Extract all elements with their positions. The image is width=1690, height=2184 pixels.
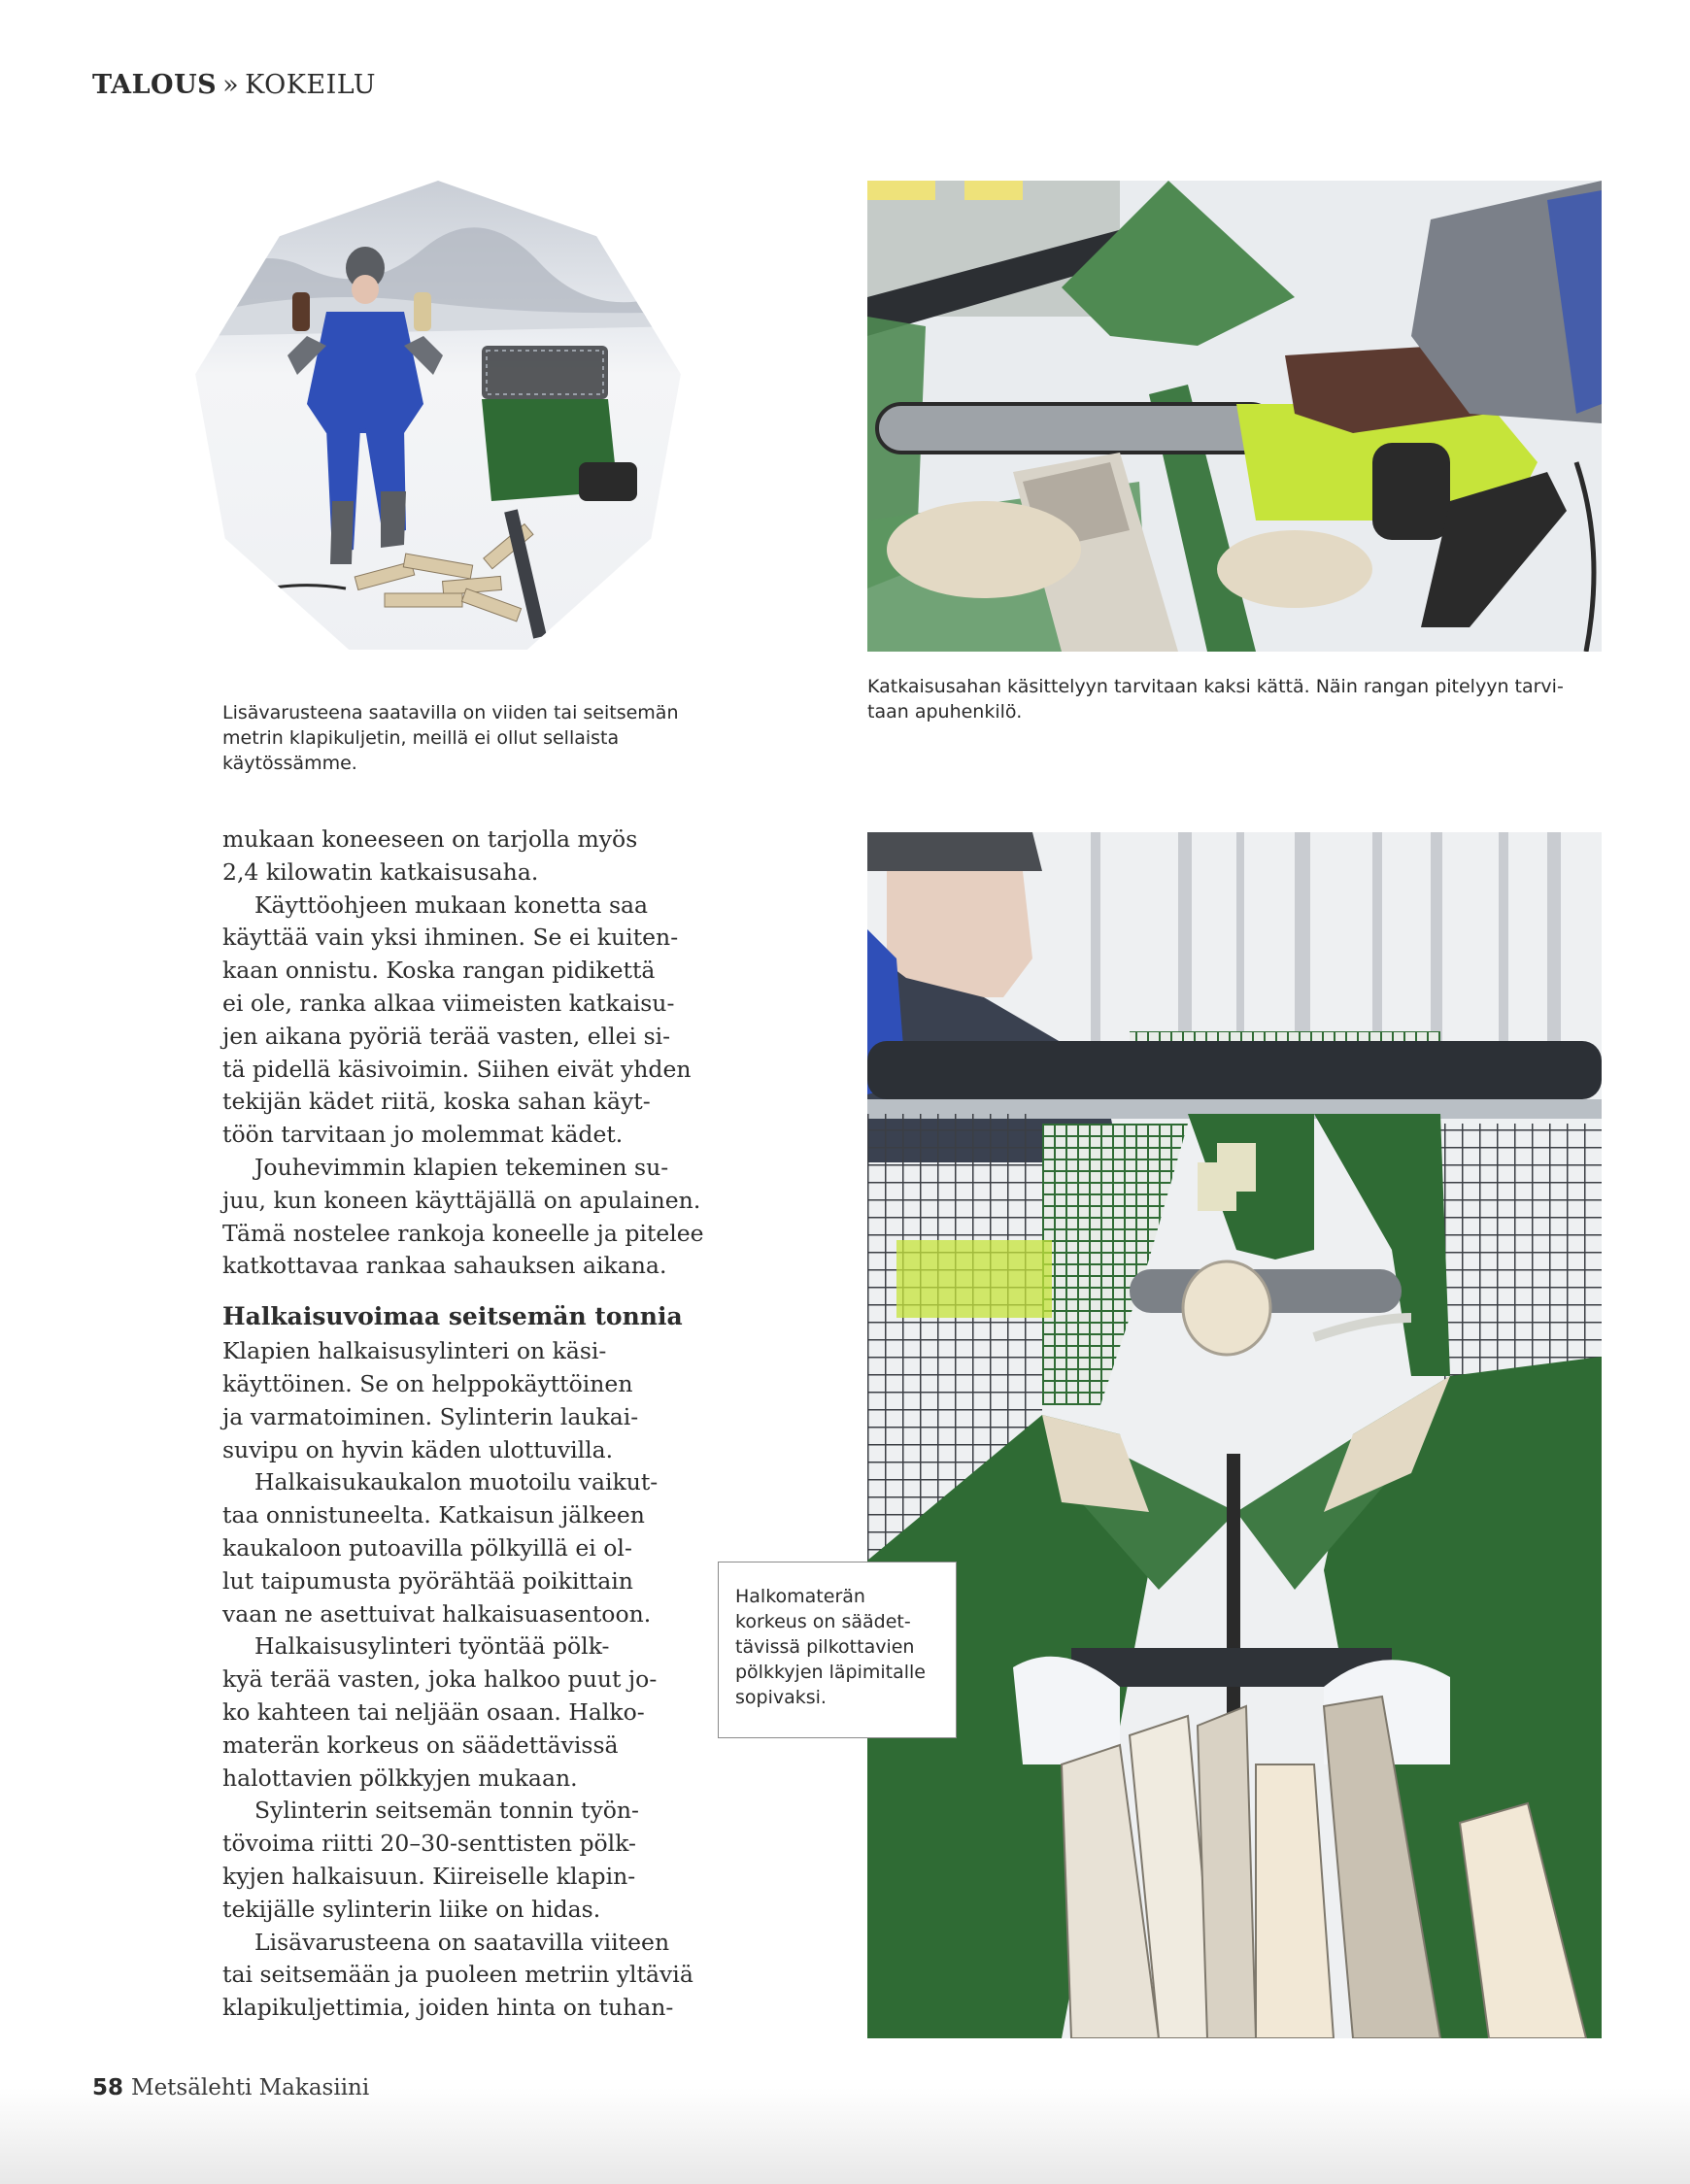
body-line: ei ole, ranka alkaa viimeisten katkaisu- [222,989,675,1017]
callout-line: pölkkyjen läpimitalle [735,1662,926,1683]
body-line: käyttöinen. Se on helppokäyttöinen [222,1369,633,1397]
body-line: ko kahteen tai neljään osaan. Halko- [222,1697,645,1726]
breadcrumb-separator: » [222,70,240,100]
caption-line: Lisävarusteena saatavilla on viiden tai seitsemän [222,702,679,723]
body-line: kaan onnistu. Koska rangan pidikettä [222,957,656,985]
section-header [92,70,376,100]
body-line: käyttää vain yksi ihminen. Se ei kuiten- [222,924,679,952]
body-line: tä pidellä käsivoimin. Siihen eivät yhden [222,1055,692,1083]
subsection-label: KOKEILU [245,70,376,100]
caption-line: Katkaisusahan käsittelyyn tarvitaan kaksi kättä. Näin rangan pitelyyn tarvi- [867,676,1564,697]
callout-caption [718,1562,957,1738]
caption-line: käytössämme. [222,753,357,774]
body-line: klapikuljettimia, joiden hinta on tuhan- [222,1994,674,2022]
body-line: lut taipumusta pyörähtää poikittain [222,1566,633,1595]
article-body [222,823,727,2025]
body-line: Lisävarusteena on saatavilla viiteen [254,1928,670,1956]
photo-man-with-splitter-image [190,181,686,664]
callout-line: tävissä pilkottavien [735,1636,915,1658]
page-footer [92,2075,369,2100]
publication-name: Metsälehti Makasiini [131,2075,370,2100]
body-line: Halkaisukaukalon muotoilu vaikut- [254,1468,659,1496]
photo-chainsaw-closeup-image [867,181,1602,652]
body-line: kyä terää vasten, joka halkoo puut jo- [222,1665,658,1694]
photo-caption-1 [222,700,727,776]
body-line: jen aikana pyöriä terää vasten, ellei si- [222,1022,671,1050]
body-line: Halkaisusylinteri työntää pölk- [254,1632,610,1661]
body-line: ja varmatoiminen. Sylinterin laukai- [222,1402,639,1430]
section-label: TALOUS [92,70,218,100]
body-line: Tämä nostelee rankoja koneelle ja pitelee [222,1219,704,1247]
photo-splitter-trough [867,832,1602,2038]
body-line: suvipu on hyvin käden ulottuvilla. [222,1435,614,1463]
callout-line: korkeus on säädet- [735,1611,911,1632]
body-line: halottavien pölkkyjen mukaan. [222,1764,578,1792]
photo-splitter-trough-image [867,832,1602,2038]
photo-man-with-splitter [190,181,686,664]
body-line: taa onnistuneelta. Katkaisun jälkeen [222,1501,645,1529]
body-line: tekijälle sylinterin liike on hidas. [222,1895,601,1923]
body-line: kaukaloon putoavilla pölkyillä ei ol- [222,1533,632,1562]
body-line: Klapien halkaisusylinteri on käsi- [222,1337,607,1365]
body-line: tekijän kädet riitä, koska sahan käyt- [222,1088,651,1116]
body-line: 2,4 kilowatin katkaisusaha. [222,857,539,886]
callout-line: sopivaksi. [735,1687,827,1708]
body-line: juu, kun koneen käyttäjällä on apulainen. [222,1186,701,1214]
body-line: Sylinterin seitsemän tonnin työn- [254,1797,639,1825]
body-line: kyjen halkaisuun. Kiireiselle klapin- [222,1862,636,1890]
body-line: katkottavaa rankaa sahauksen aikana. [222,1252,667,1280]
photo-chainsaw-closeup [867,181,1602,652]
body-line: Jouhevimmin klapien tekeminen su- [254,1153,669,1181]
article-subheading: Halkaisuvoimaa seitsemän tonnia [222,1302,683,1331]
photo-caption-2 [867,674,1606,724]
caption-line: taan apuhenkilö. [867,701,1023,722]
page-number: 58 [92,2075,124,2100]
caption-line: metrin klapikuljetin, meillä ei ollut sellaista [222,727,620,749]
body-line: töön tarvitaan jo molemmat kädet. [222,1121,624,1149]
body-line: tai seitsemään ja puoleen metriin yltäviä [222,1961,693,1989]
body-line: mukaan koneeseen on tarjolla myös [222,825,638,853]
body-line: Käyttöohjeen mukaan konetta saa [254,890,649,919]
body-line: materän korkeus on säädettävissä [222,1730,619,1759]
body-line: tövoima riitti 20–30-senttisten pölk- [222,1830,636,1858]
body-line: vaan ne asettuivat halkaisuasentoon. [222,1599,652,1628]
callout-line: Halkomaterän [735,1586,865,1607]
